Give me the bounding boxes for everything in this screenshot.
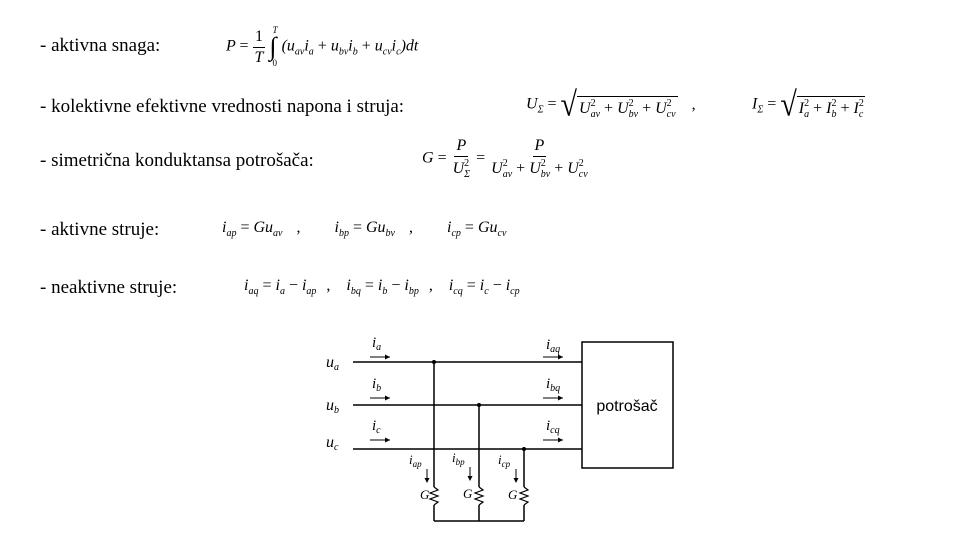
- formula-conductance: G = $\frac{P}{U^2_\Sigma}$ = $\frac{P}{U^2_{av} + U^2_{bv} + U^2_{cv}}$: [422, 137, 588, 180]
- arrowhead-current-a: [385, 355, 390, 360]
- arrowhead-current-ap: [425, 478, 430, 483]
- voltage-a: ua: [326, 354, 339, 373]
- formula-active-power: P = $\frac{1}{T}$ ∫ T 0 $(u_{av}i_a + u_{bv}i_b + u_{cv}i_c)dt$: [226, 25, 419, 68]
- current-cq: $i_{cq}$: [546, 418, 560, 436]
- current-a: $i_a$: [372, 335, 382, 353]
- arrowhead-current-cp: [514, 478, 519, 483]
- formula-inactive-currents: $i_{aq} = i_a - i_{ap}$ , $i_{bq} = i_b - i_{bp}$ , $i_{cq} = i_c - i_{cp}$: [244, 277, 520, 297]
- conductance-b: G: [463, 486, 473, 501]
- arrowhead-current-bp: [468, 476, 473, 481]
- formula-collective-current: $I_\Sigma$ = √ $I^2_a + I^2_b + I^2_c$: [752, 85, 864, 124]
- current-ap: $i_{ap}$: [409, 452, 422, 469]
- current-aq: $i_{aq}$: [546, 337, 561, 355]
- node-c: [522, 447, 526, 451]
- label-collective-rms: - kolektivne efektivne vrednosti napona i struja:: [40, 96, 405, 117]
- arrowhead-current-c: [385, 438, 390, 443]
- label-inactive-currents: - neaktivne struje:: [40, 277, 178, 298]
- voltage-b: ub: [326, 397, 339, 416]
- current-bp: $i_{bp}$: [452, 450, 465, 467]
- current-c: $i_c$: [372, 418, 381, 436]
- label-active-currents: - aktivne struje:: [40, 219, 160, 240]
- arrowhead-current-bq: [558, 396, 563, 401]
- current-b: $i_b$: [372, 376, 382, 394]
- voltage-c: uc: [326, 434, 339, 453]
- formula-collective-voltage: $U_\Sigma$ = √ $U^2_{av} + U^2_{bv} + U^2_{cv}$ ,: [526, 85, 696, 124]
- current-cp: $i_{cp}$: [498, 452, 511, 469]
- arrowhead-current-aq: [558, 355, 563, 360]
- load-label: potrošač: [596, 398, 658, 415]
- label-active-power: - aktivna snaga:: [40, 35, 161, 56]
- current-bq: $i_{bq}$: [546, 376, 561, 394]
- arrowhead-current-b: [385, 396, 390, 401]
- formula-active-currents: $i_{ap} = Gu_{av}$ , $i_{bp} = Gu_{bv}$ , $i_{cp} = Gu_{cv}$: [222, 219, 507, 239]
- conductance-c: G: [508, 487, 518, 502]
- node-a: [432, 360, 436, 364]
- node-b: [477, 403, 481, 407]
- arrowhead-current-cq: [558, 438, 563, 443]
- conductance-a: G: [420, 487, 430, 502]
- label-symmetric-conductance: - simetrična konduktansa potrošača:: [40, 150, 314, 171]
